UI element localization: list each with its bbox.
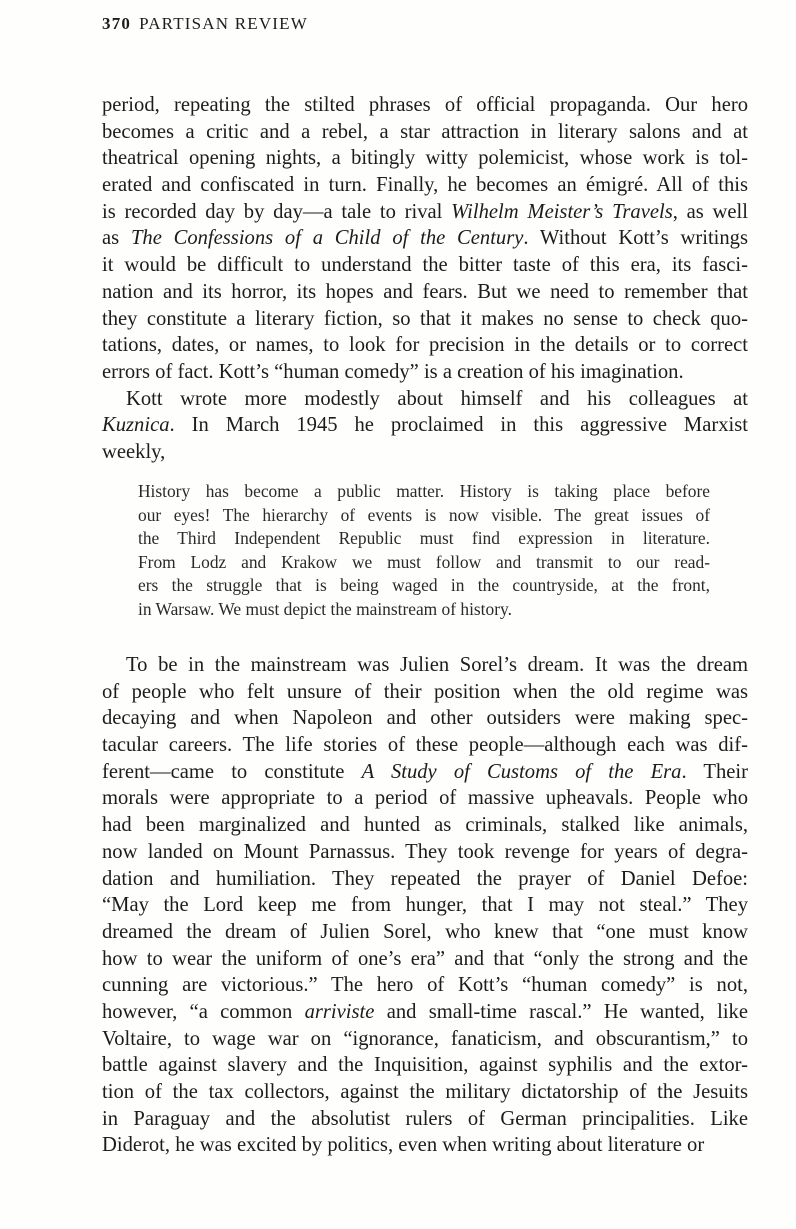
text-line: Diderot, he was excited by politics, even when writing about literature or [102,1134,705,1157]
text-line: dation and humiliation. They repeated the prayer of Daniel Defoe: [102,867,748,890]
text-line: cunning are victorious.” The hero of Kott’s “human comedy” is not, [102,974,748,997]
italic-title: A Study of Customs of the Era [361,760,682,783]
text-line: decaying and when Napoleon and other outsiders were making spec- [102,707,748,730]
page-number: 370 [102,14,132,33]
text-line: nation and its horror, its hopes and fears. But we need to remember that [102,280,748,303]
italic-title: Wilhelm Meister’s Travels [451,200,673,223]
text-line: To be in the mainstream was Julien Sorel’s dream. It was the dream [126,654,748,676]
text-line: tations, dates, or names, to look for precision in the details or to correct [102,334,748,357]
text-line: had been marginalized and hunted as criminals, stalked like animals, [102,814,748,837]
text-line: how to wear the uniform of one’s era” and that “only the strong and the [102,947,748,970]
text-line: Kuznica. In March 1945 he proclaimed in this aggressive Marxist [102,414,748,437]
text-line: of people who felt unsure of their position when the old regime was [102,680,748,703]
text-block-continued [102,652,748,1159]
italic-title: Kuznica [102,414,170,437]
text-line: tion of the tax collectors, against the military dictatorship of the Jesuits [102,1081,748,1103]
text-line: ers the struggle that is being waged in the countryside, at the front, [138,575,710,596]
text-line: errors of fact. Kott’s “human comedy” is a creation of his imagination. [102,360,684,383]
journal-title: PARTISAN REVIEW [139,14,308,33]
running-head [102,14,308,34]
italic-title: arriviste [304,1000,375,1023]
text-line: Kott wrote more modestly about himself and his colleagues at [126,387,748,410]
text-line: dreamed the dream of Julien Sorel, who knew that “one must know [102,920,748,943]
block-quote [138,480,710,622]
text-line: however, “a common arriviste and small-time rascal.” He wanted, like [102,1000,748,1023]
paragraph-1 [102,92,748,386]
paragraph-3 [102,652,748,1159]
text-line: now landed on Mount Parnassus. They took revenge for years of degra- [102,840,748,863]
text-line: tacular careers. The life stories of these people—although each was dif- [102,734,748,757]
text-line: as The Confessions of a Child of the Century. Without Kott’s writings [102,227,748,250]
text-line: History has become a public matter. History is taking place before [138,481,710,501]
text-line: ferent—came to constitute A Study of Customs of the Era. Their [102,760,749,783]
text-line: Voltaire, to wage war on “ignorance, fanaticism, and obscurantism,” to [102,1027,748,1050]
text-line: becomes a critic and a rebel, a star attraction in literary salons and at [102,120,748,143]
italic-title: The Confessions of a Child of the Century [130,227,524,250]
text-line: morals were appropriate to a period of massive upheavals. People who [102,787,748,810]
paragraph-2 [102,386,748,466]
text-line: is recorded day by day—a tale to rival Wilhelm Meister’s Travels, as well [102,200,749,223]
text-line: erated and confiscated in turn. Finally, he becomes an émigré. All of this [102,174,748,197]
text-line: theatrical opening nights, a bitingly witty polemicist, whose work is tol- [102,147,748,170]
text-line: in Warsaw. We must depict the mainstream of history. [138,598,512,619]
text-line: in Paraguay and the absolutist rulers of German principalities. Like [102,1107,748,1130]
text-line: it would be difficult to understand the bitter taste of this era, its fasci- [102,254,748,277]
text-line: weekly, [102,440,166,463]
text-line: From Lodz and Krakow we must follow and transmit to our read- [138,551,710,572]
text-line: they constitute a literary fiction, so that it makes no sense to check quo- [102,307,748,330]
text-line: period, repeating the stilted phrases of official propaganda. Our hero [102,94,748,116]
text-line: the Third Independent Republic must find expression in literature. [138,528,710,549]
text-line: “May the Lord keep me from hunger, that I may not steal.” They [102,894,748,917]
text-line: our eyes! The hierarchy of events is now visible. The great issues of [138,504,710,525]
text-line: battle against slavery and the Inquisition, against syphilis and the extor- [102,1054,748,1077]
text-block-main [102,92,748,466]
